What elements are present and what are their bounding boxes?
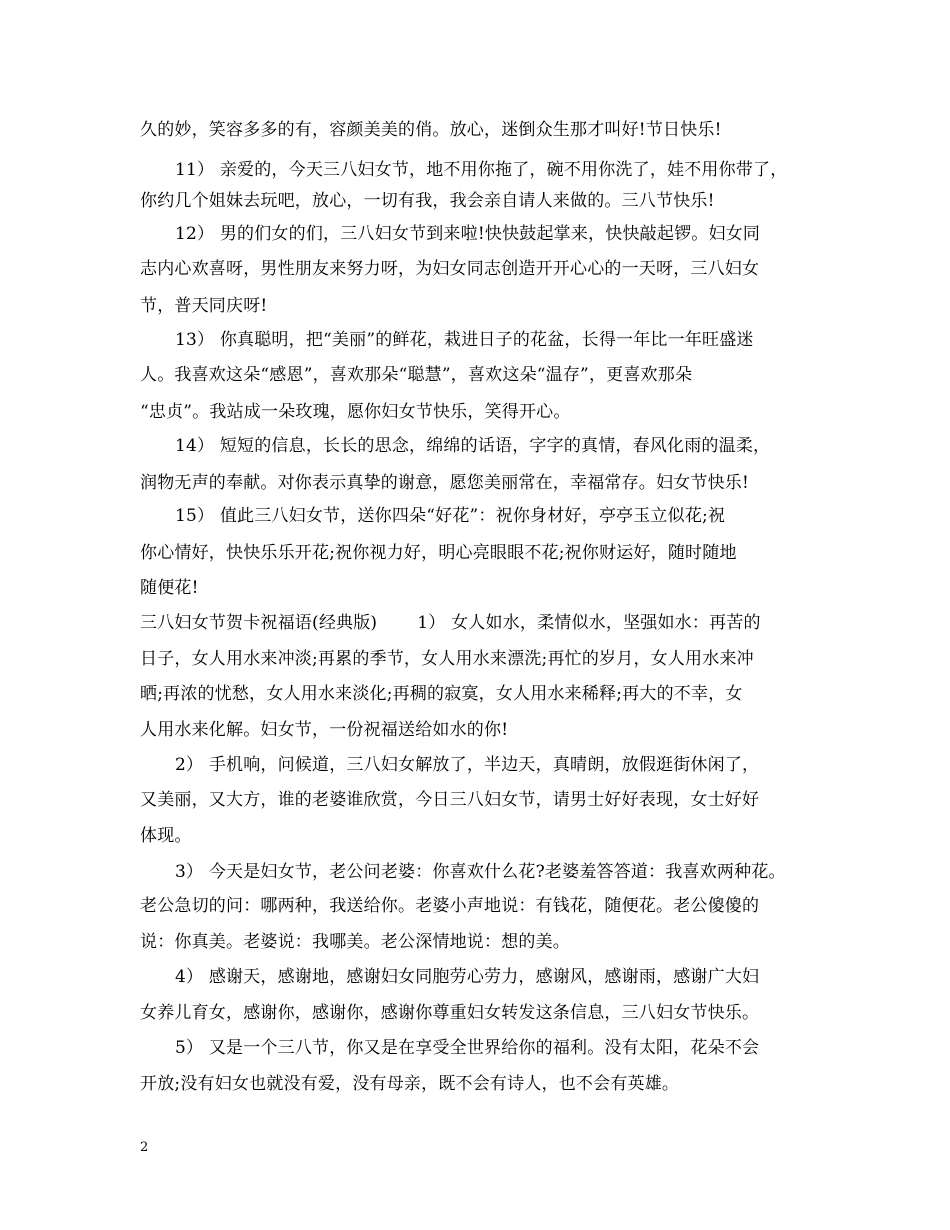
- text-line: 3） 今天是妇女节，老公问老婆：你喜欢什么花?老婆羞答答道：我喜欢两种花。: [175, 862, 786, 882]
- text-line: 日子，女人用水来冲淡;再累的季节，女人用水来漂洗;再忙的岁月，女人用水来冲: [140, 649, 754, 669]
- section-heading-line: [140, 613, 761, 633]
- text-line: 久的妙，笑容多多的有，容颜美美的俏。放心，迷倒众生那才叫好!节日快乐!: [140, 120, 722, 140]
- text-line: 5） 又是一个三八节，你又是在享受全世界给你的福利。没有太阳，花朵不会: [175, 1038, 760, 1058]
- text-line: 14） 短短的信息，长长的思念，绵绵的话语，字字的真情，春风化雨的温柔，: [175, 436, 771, 456]
- text-line: 11） 亲爱的，今天三八妇女节，地不用你拖了，碗不用你洗了，娃不用你带了，: [175, 160, 788, 180]
- text-line: 随便花!: [140, 578, 199, 598]
- text-line: 人。我喜欢这朵“感恩”，喜欢那朵“聪慧”，喜欢这朵“温存”，更喜欢那朵: [140, 365, 693, 385]
- text-line: 节，普天同庆呀!: [140, 296, 268, 316]
- text-line: 15） 值此三八妇女节，送你四朵“好花”：祝你身材好，亭亭玉立似花;祝: [175, 506, 726, 526]
- text-line: 老公急切的问：哪两种，我送给你。老婆小声地说：有钱花，随便花。老公傻傻的: [140, 896, 760, 916]
- text-line: 又美丽，又大方，谁的老婆谁欣赏，今日三八妇女节，请男士好好表现，女士好好: [140, 790, 760, 810]
- text-line: 晒;再浓的忧愁，女人用水来淡化;再稠的寂寞，女人用水来稀释;再大的不幸，女: [140, 684, 743, 704]
- text-line: 开放;没有妇女也就没有爱，没有母亲，既不会有诗人，也不会有英雄。: [140, 1074, 680, 1094]
- text-line: 体现。: [140, 826, 192, 846]
- text-line: 志内心欢喜呀，男性朋友来努力呀，为妇女同志创造开开心心的一天呀，三八妇女: [140, 259, 760, 279]
- text-line: 13） 你真聪明，把“美丽”的鲜花，栽进日子的花盆，长得一年比一年旺盛迷: [175, 330, 754, 350]
- text-line: 12） 男的们女的们，三八妇女节到来啦!快快鼓起掌来，快快敲起锣。妇女同: [175, 224, 761, 244]
- text-line: “忠贞”。我站成一朵玫瑰，愿你妇女节快乐，笑得开心。: [140, 402, 571, 422]
- text-line: 1） 女人如水，柔情似水，坚强如水：再苦的: [417, 613, 761, 633]
- text-line: 4） 感谢天，感谢地，感谢妇女同胞劳心劳力，感谢风，感谢雨，感谢广大妇: [175, 967, 760, 987]
- text-line: 润物无声的奉献。对你表示真挚的谢意，愿您美丽常在，幸福常存。妇女节快乐!: [140, 473, 750, 493]
- text-line: 你约几个姐妹去玩吧，放心，一切有我，我会亲自请人来做的。三八节快乐!: [140, 191, 715, 211]
- text-line: 你心情好，快快乐乐开花;祝你视力好，明心亮眼眼不花;祝你财运好，随时随地: [140, 543, 737, 563]
- text-line: 说：你真美。老婆说：我哪美。老公深情地说：想的美。: [140, 932, 570, 952]
- page-number: 2: [140, 1140, 149, 1155]
- text-line: 2） 手机响，问候道，三八妇女解放了，半边天，真晴朗，放假逛街休闲了，: [175, 755, 760, 775]
- text-line: 女养儿育女，感谢你，感谢你，感谢你尊重妇女转发这条信息，三八妇女节快乐。: [140, 1003, 760, 1023]
- text-line: 人用水来化解。妇女节，一份祝福送给如水的你!: [140, 720, 509, 740]
- section-heading: 三八妇女节贺卡祝福语(经典版): [140, 613, 378, 633]
